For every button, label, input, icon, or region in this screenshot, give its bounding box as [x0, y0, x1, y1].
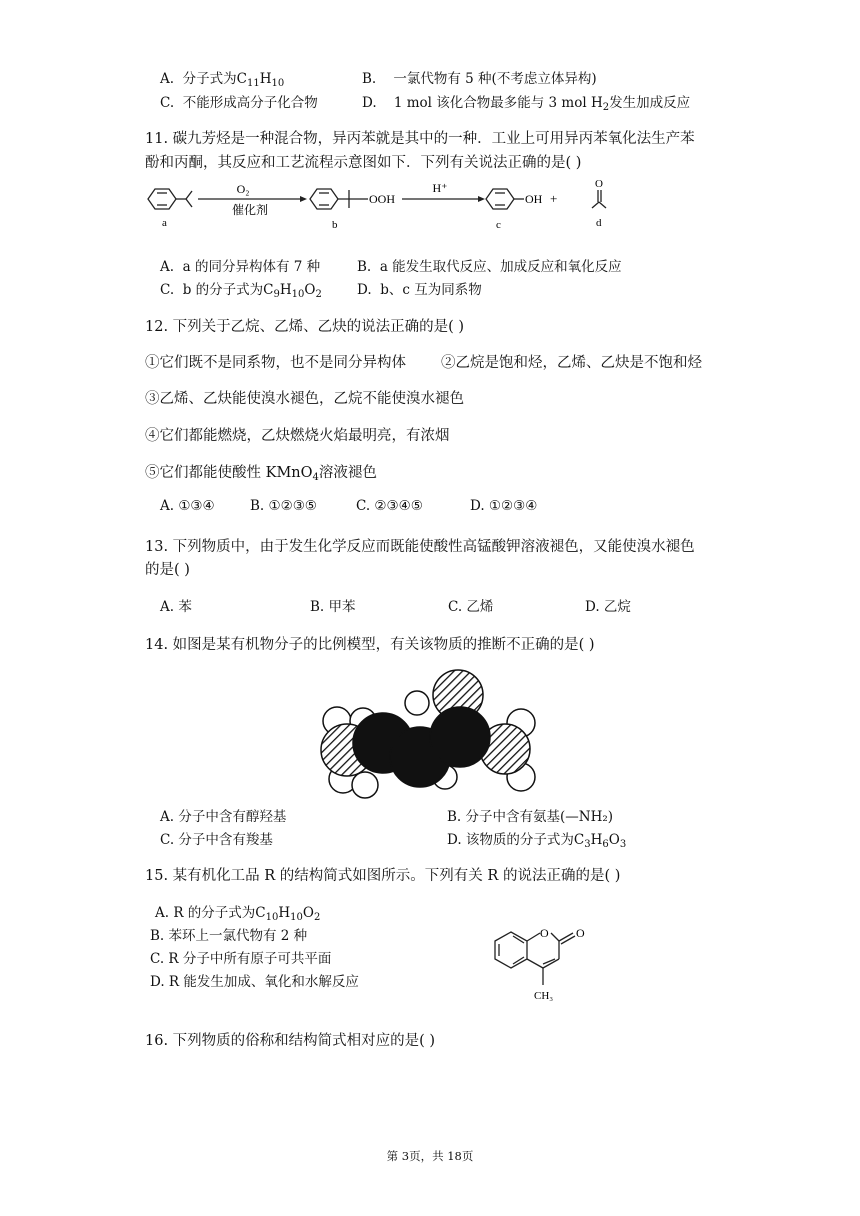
q13-option-d: D. 乙烷 [585, 599, 631, 615]
label-a: a [162, 217, 167, 229]
subscript: 11 [246, 78, 260, 89]
q12-option-b: B. ①②③⑤ [250, 498, 317, 514]
q11-reaction-scheme [140, 176, 620, 240]
molecule-c [486, 189, 524, 209]
carbon-atom [430, 707, 490, 767]
q12-statement-4: ④它们都能燃烧，乙炔燃烧火焰最明亮，有浓烟 [145, 428, 450, 444]
molecule-a [148, 189, 192, 209]
option-text: b、c 互为同系物 [380, 282, 482, 298]
molecule-d [592, 190, 606, 208]
arrowhead-icon [300, 196, 307, 202]
plus-sign: + [550, 191, 558, 206]
option-label: D. [362, 95, 377, 111]
q12-statement-5: ⑤它们都能使酸性 KMnO$_4$溶液褪色 [145, 465, 377, 483]
option-text: 一氯代物有 5 种(不考虑立体异构) [393, 71, 597, 87]
option-text: H [259, 71, 272, 87]
q14-option-b: B. 分子中含有氨基(—NH₂) [447, 809, 614, 825]
q15-option-a: A. R 的分子式为$C_{10}H_{10}O_2$ [155, 905, 321, 923]
methyl-group: CH₃ [534, 990, 554, 1002]
q10-option-a [160, 67, 284, 89]
hydrogen-atom [352, 772, 378, 798]
option-label: A. [160, 71, 175, 87]
label-c: c [496, 219, 501, 231]
ooh-group: OOH [369, 192, 395, 206]
o-atom: O [595, 178, 603, 190]
page-footer: 第 3页，共 18页 [386, 1149, 474, 1163]
carbonyl-oxygen: O [576, 926, 585, 940]
subscript: 2 [602, 102, 610, 113]
q12-statement-1: ①它们既不是同系物，也不是同分异构体 [145, 355, 406, 371]
option-text: 发生加成反应 [609, 95, 691, 111]
h-plus: H⁺ [432, 181, 448, 195]
option-text: a 的同分异构体有 7 种 [182, 259, 321, 275]
molecule-b [310, 189, 368, 209]
q15-structure-diagram [485, 905, 615, 1005]
reagent-catalyst: 催化剂 [231, 203, 269, 217]
q13-option-b: B. 甲苯 [310, 599, 356, 615]
option-text: 分子式为C [182, 71, 247, 87]
option-label: C. [160, 95, 175, 111]
q16-stem: 16. 下列物质的俗称和结构简式相对应的是( ) [145, 1033, 436, 1049]
q13-option-a: A. 苯 [160, 599, 192, 615]
reagent-o2: O₂ [236, 182, 250, 196]
q12-option-d: D. ①②③④ [470, 498, 538, 514]
q11-option-a: A. a 的同分异构体有 7 种 [160, 259, 321, 275]
q12-option-a: A. ①③④ [160, 498, 215, 514]
q11-option-d: D. b、c 互为同系物 [357, 282, 482, 298]
option-label: B. [362, 71, 377, 87]
label-b: b [332, 219, 338, 231]
q11-stem-line1: 11. 碳九芳烃是一种混合物，异丙苯就是其中的一种．工业上可用异丙苯氧化法生产苯 [145, 131, 695, 147]
q11-option-c: C. b 的分子式为$C_9H_{10}O_2$ [160, 282, 322, 300]
q10-option-b [362, 67, 597, 87]
option-text: a 能发生取代反应、加成反应和氧化反应 [379, 259, 622, 275]
ring-oxygen: O [540, 926, 549, 940]
q12-stem: 12. 下列关于乙烷、乙烯、乙炔的说法正确的是( ) [145, 319, 465, 335]
q15-option-b: B. 苯环上一氯代物有 2 种 [150, 928, 308, 944]
benzene-ring [495, 932, 527, 968]
option-text: 不能形成高分子化合物 [182, 95, 318, 111]
q15-stem: 15. 某有机化工品 R 的结构简式如图所示。下列有关 R 的说法正确的是( ) [145, 868, 621, 884]
q12-statement-2: ②乙烷是饱和烃，乙烯、乙炔是不饱和烃 [441, 355, 702, 371]
subscript: 10 [271, 78, 285, 89]
oh-group: OH [525, 192, 543, 206]
q10-option-d [362, 91, 690, 113]
q14-space-filling-model [315, 665, 545, 805]
q15-option-c: C. R 分子中所有原子可共平面 [150, 951, 332, 967]
q12-option-c: C. ②③④⑤ [356, 498, 423, 514]
q11-option-b: B. a 能发生取代反应、加成反应和氧化反应 [357, 259, 622, 275]
q14-stem: 14. 如图是某有机物分子的比例模型，有关该物质的推断不正确的是( ) [145, 637, 595, 653]
q11-stem-line2: 酚和丙酮，其反应和工艺流程示意图如下．下列有关说法正确的是( ) [145, 155, 582, 171]
q10-option-c [160, 91, 318, 111]
q14-option-c: C. 分子中含有羧基 [160, 832, 273, 848]
q13-stem-line1: 13. 下列物质中，由于发生化学反应而既能使酸性高锰酸钾溶液褪色，又能使溴水褪色 [145, 539, 695, 555]
option-text: 1 mol 该化合物最多能与 3 mol H [393, 95, 603, 111]
label-d: d [596, 217, 602, 229]
q15-option-d: D. R 能发生加成、氧化和水解反应 [150, 974, 359, 990]
q13-option-c: C. 乙烯 [448, 599, 494, 615]
q12-statement-3: ③乙烯、乙炔能使溴水褪色，乙烷不能使溴水褪色 [145, 391, 464, 407]
q14-option-a: A. 分子中含有醇羟基 [160, 809, 287, 825]
arrowhead-icon [478, 196, 485, 202]
q14-option-d: D. 该物质的分子式为$C_3H_6O_3$ [447, 832, 627, 850]
q13-stem-line2: 的是( ) [145, 562, 190, 578]
hydrogen-atom [405, 691, 429, 715]
